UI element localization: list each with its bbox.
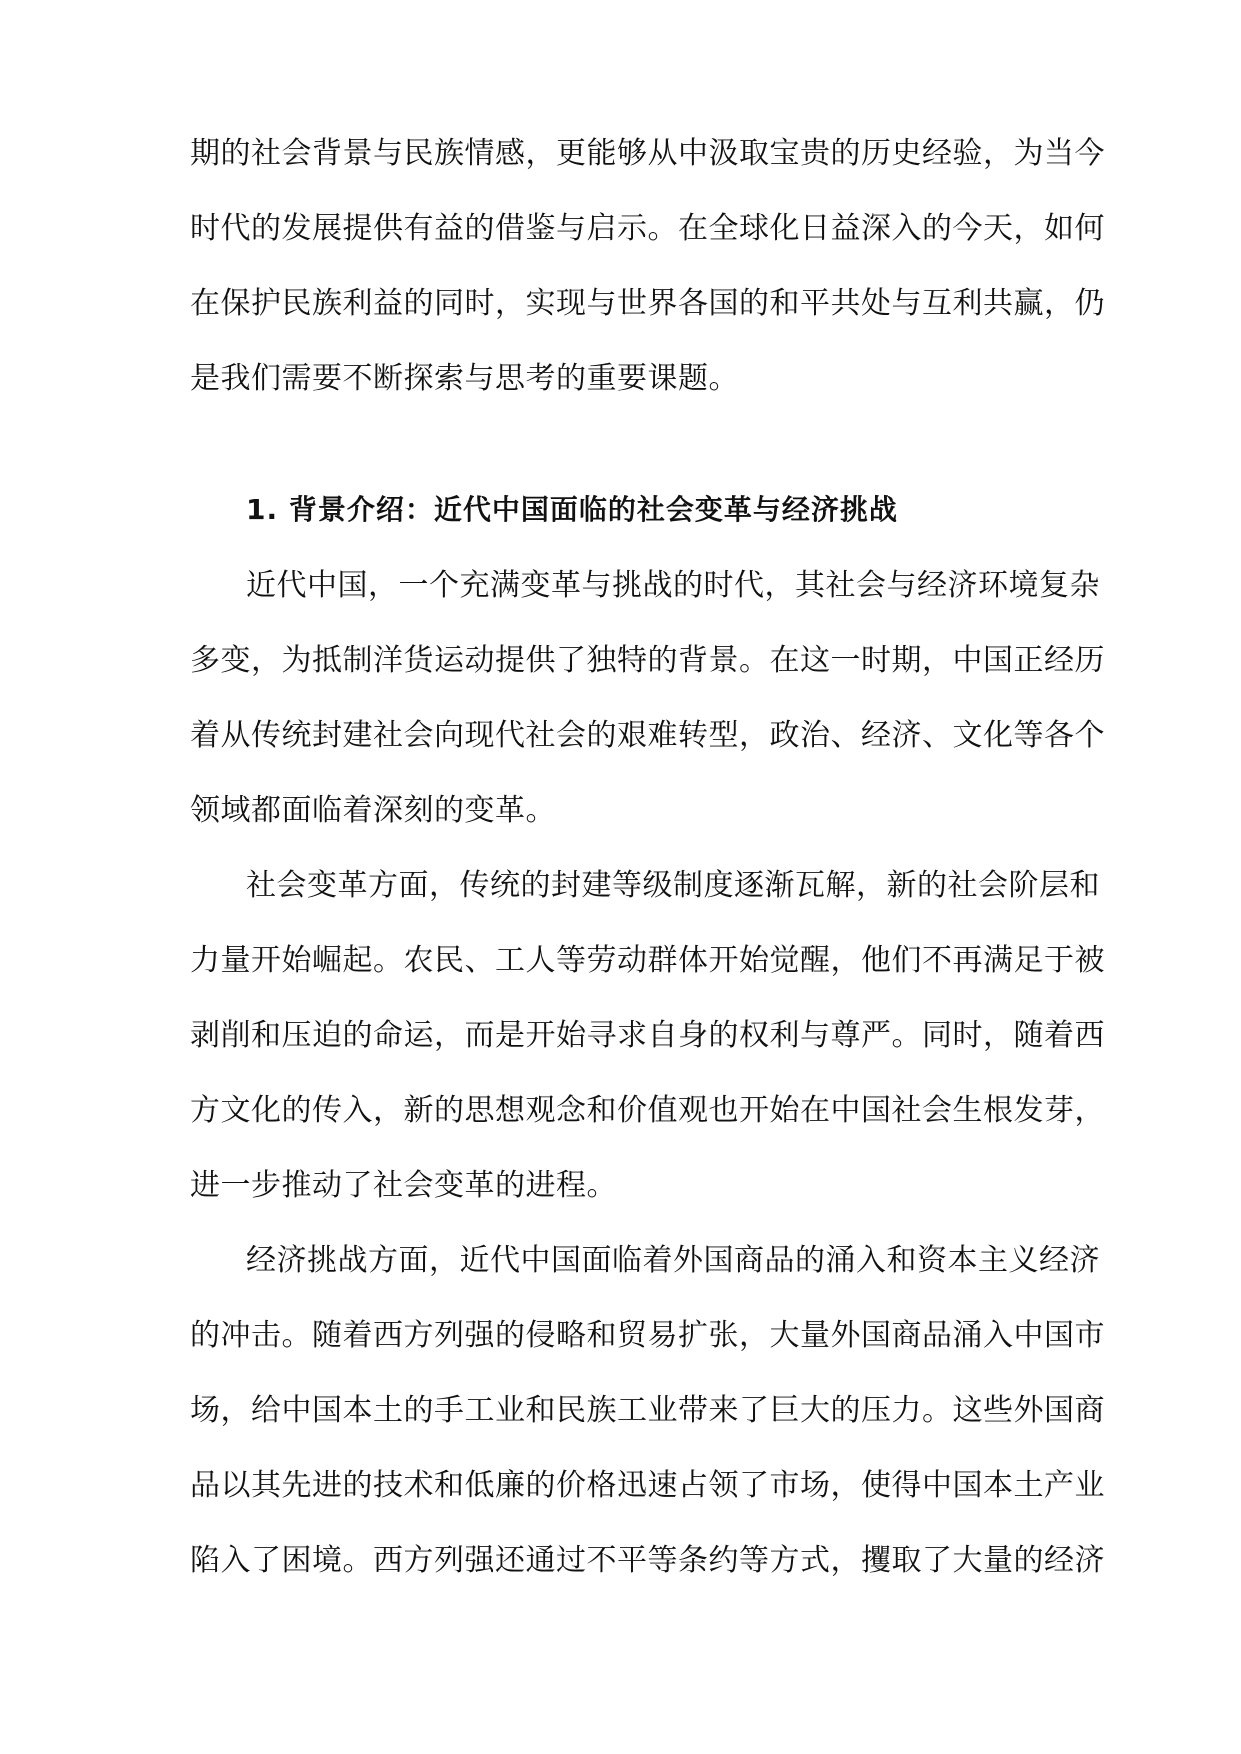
section-heading: 1. 背景介绍：近代中国面临的社会变革与经济挑战 <box>246 493 898 526</box>
paragraph-line: 是我们需要不断探索与思考的重要课题。 <box>190 361 739 396</box>
paragraph-line: 多变，为抵制洋货运动提供了独特的背景。在这一时期，中国正经历 <box>190 643 1105 678</box>
paragraph-line: 剥削和压迫的命运，而是开始寻求自身的权利与尊严。同时，随着西 <box>190 1018 1105 1053</box>
paragraph-line: 着从传统封建社会向现代社会的艰难转型，政治、经济、文化等各个 <box>190 718 1105 753</box>
paragraph-line: 方文化的传入，新的思想观念和价值观也开始在中国社会生根发芽， <box>190 1093 1105 1128</box>
paragraph-line: 社会变革方面，传统的封建等级制度逐渐瓦解，新的社会阶层和 <box>246 868 1100 903</box>
paragraph-line: 时代的发展提供有益的借鉴与启示。在全球化日益深入的今天，如何 <box>190 211 1105 246</box>
paragraph-line: 场，给中国本土的手工业和民族工业带来了巨大的压力。这些外国商 <box>190 1393 1105 1428</box>
paragraph-line: 进一步推动了社会变革的进程。 <box>190 1168 617 1203</box>
paragraph-line: 经济挑战方面，近代中国面临着外国商品的涌入和资本主义经济 <box>246 1243 1100 1278</box>
paragraph-line: 陷入了困境。西方列强还通过不平等条约等方式，攫取了大量的经济 <box>190 1543 1105 1578</box>
paragraph-line: 品以其先进的技术和低廉的价格迅速占领了市场，使得中国本土产业 <box>190 1468 1105 1503</box>
paragraph-line: 的冲击。随着西方列强的侵略和贸易扩张，大量外国商品涌入中国市 <box>190 1318 1105 1353</box>
paragraph-line: 领域都面临着深刻的变革。 <box>190 793 556 828</box>
paragraph-line: 近代中国，一个充满变革与挑战的时代，其社会与经济环境复杂 <box>246 568 1100 603</box>
paragraph-line: 力量开始崛起。农民、工人等劳动群体开始觉醒，他们不再满足于被 <box>190 943 1105 978</box>
paragraph-line: 在保护民族利益的同时，实现与世界各国的和平共处与互利共赢，仍 <box>190 286 1105 321</box>
paragraph-line: 期的社会背景与民族情感，更能够从中汲取宝贵的历史经验，为当今 <box>190 136 1105 171</box>
